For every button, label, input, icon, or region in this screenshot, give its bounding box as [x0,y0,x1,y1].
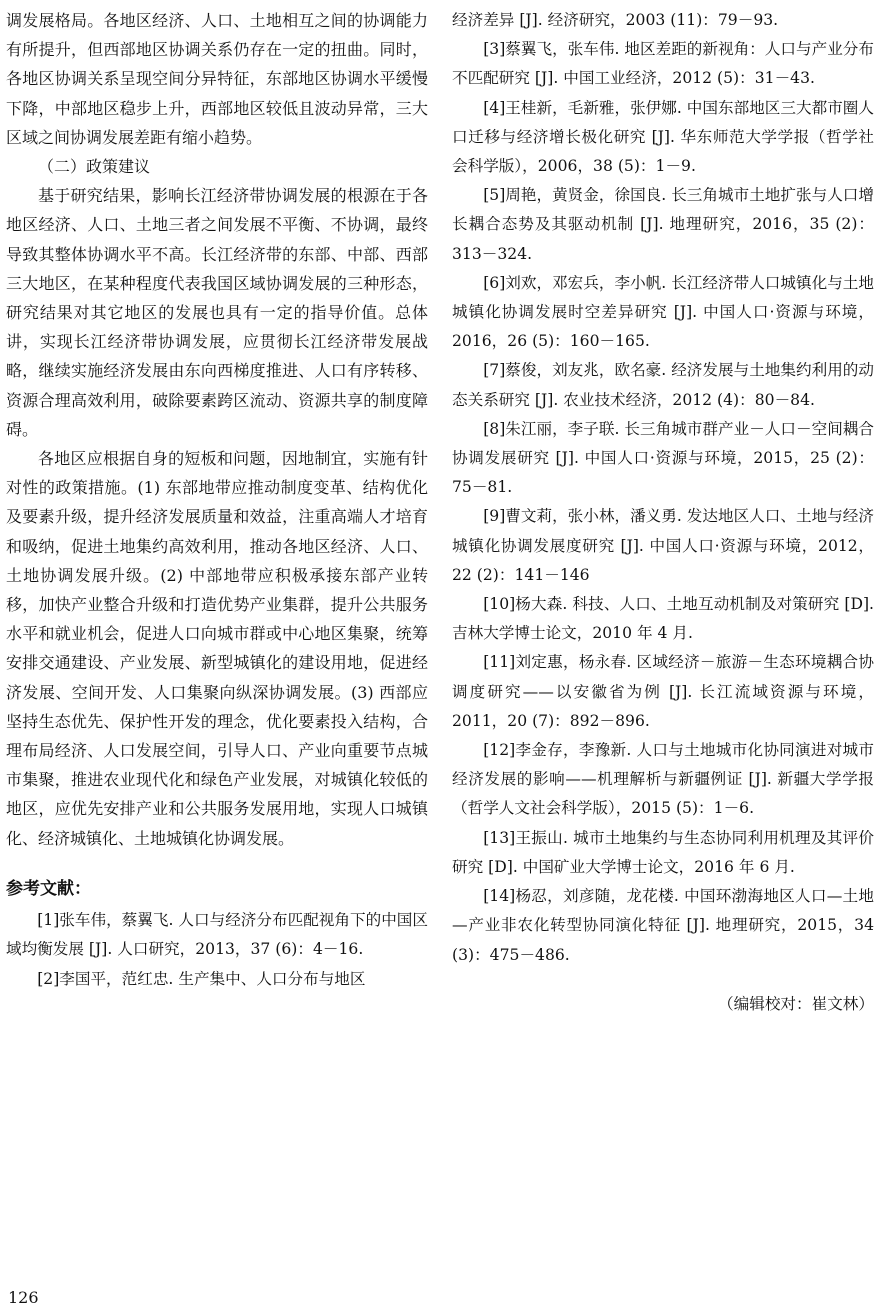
reference-item: [1]张车伟，蔡翼飞. 人口与经济分布匹配视角下的中国区域均衡发展 [J]. 人口研究，2013，37 (6)：4－16. [6,911,428,959]
reference-item: [6]刘欢，邓宏兵，李小帆. 长江经济带人口城镇化与土地城镇化协调发展时空差异研究 [J]. 中国人口·资源与环境，2016，26 (5)：160－165. [452,273,874,351]
reference-item: [5]周艳，黄贤金，徐国良. 长三角城市土地扩张与人口增长耦合态势及其驱动机制 [J]. 地理研究，2016，35 (2)：313－324. [452,186,874,263]
body-paragraph: 基于研究结果，影响长江经济带协调发展的根源在于各地区经济、人口、土地三者之间发展不平衡、不协调，最终导致其整体协调水平不高。长江经济带的东部、中部、西部三大地区，在某种程度代表我国区域协调发展的三种形态，研究结果对其它地区的发展也具有一定的指导价值。总体讲，实现长江经济带协调发展，应贯彻长江经济带发展战略，继续实施经济发展由东向西梯度推进、人口有序转移、资源合理高效利用，破除要素跨区流动、资源共享的制度障碍。 [6,186,428,439]
reference-item: [8]朱江丽，李子联. 长三角城市群产业－人口－空间耦合协调发展研究 [J]. 中国人口·资源与环境，2015，25 (2)：75－81. [452,419,874,497]
reference-item: [7]蔡俊，刘友兆，欧名豪. 经济发展与土地集约利用的动态关系研究 [J]. 农业技术经济，2012 (4)：80－84. [452,361,874,409]
body-paragraph: 各地区应根据自身的短板和问题，因地制宜，实施有针对性的政策措施。(1) 东部地带应推动制度变革、结构优化及要素升级，提升经济发展质量和效益，注重高端人才培育和吸纳，促进土地集约高效利用，推动各地区经济、人口、土地协调发展升级。(2) 中部地带应积极承接东部产业转移，加快产业整合升级和打造优势产业集群，提升公共服务水平和就业机会，促进人口向城市群或中心地区集聚，统筹安排交通建设、产业发展、新型城镇化的建设用地，促进经济发展、空间开发、人口集聚向纵深协调发展。(3) 西部应坚持生态优先、保护性开发的理念，优化要素投入结构，合理布局经济、人口发展空间，引导人口、产业向重要节点城市集聚，推进农业现代化和绿色产业发展，对城镇化较低的地区，应优先安排产业和公共服务发展用地，实现人口城镇化、经济城镇化、土地城镇化协调发展。 [6,449,428,848]
reference-item: [2]李国平，范红忠. 生产集中、人口分布与地区 [37,969,366,988]
reference-item: [12]李金存，李豫新. 人口与土地城市化协同演进对城市经济发展的影响——机理解析与新疆例证 [J]. 新疆大学学报（哲学人文社会科学版），2015 (5)：1－6. [452,741,874,818]
reference-item: [4]王桂新，毛新雅，张伊娜. 中国东部地区三大都市圈人口迁移与经济增长极化研究 [J]. 华东师范大学学报（哲学社会科学版），2006，38 (5)：1－9. [452,98,874,176]
reference-item: [9]曹文莉，张小林，潘义勇. 发达地区人口、土地与经济城镇化协调发展度研究 [J]. 中国人口·资源与环境，2012，22 (2)：141－146 [452,507,874,584]
reference-item: [11]刘定惠，杨永春. 区域经济－旅游－生态环境耦合协调度研究——以安徽省为例 [J]. 长江流域资源与环境，2011，20 (7)：892－896. [452,653,874,730]
references-title: 参考文献： [6,878,91,899]
section-heading: （二）政策建议 [38,157,151,177]
body-paragraph: 调发展格局。各地区经济、人口、土地相互之间的协调能力有所提升，但西部地区协调关系仍存在一定的扭曲。同时，各地区协调关系呈现空间分异特征，东部地区协调水平缓慢下降，中部地区稳步上升，西部地区较低且波动异常，三大区域之间协调发展差距有缩小趋势。 [6,11,428,147]
reference-continuation: 经济差异 [J]. 经济研究，2003 (11)：79－93. [452,11,779,29]
reference-item: [10]杨大森. 科技、人口、土地互动机制及对策研究 [D]. 吉林大学博士论文，2010 年 4 月. [452,595,874,643]
editor-note: （编辑校对：崔文林） [718,994,874,1013]
reference-item: [3]蔡翼飞，张车伟. 地区差距的新视角：人口与产业分布不匹配研究 [J]. 中国工业经济，2012 (5)：31－43. [452,40,874,88]
left-column [6,6,428,994]
page-number: 126 [8,1288,39,1307]
right-column [452,6,874,1019]
reference-item: [13]王振山. 城市土地集约与生态协同利用机理及其评价研究 [D]. 中国矿业大学博士论文，2016 年 6 月. [452,828,874,876]
reference-item: [14]杨忍，刘彦随，龙花楼. 中国环渤海地区人口—土地—产业非农化转型协同演化特征 [J]. 地理研究，2015，34 (3)：475－486. [452,887,874,964]
